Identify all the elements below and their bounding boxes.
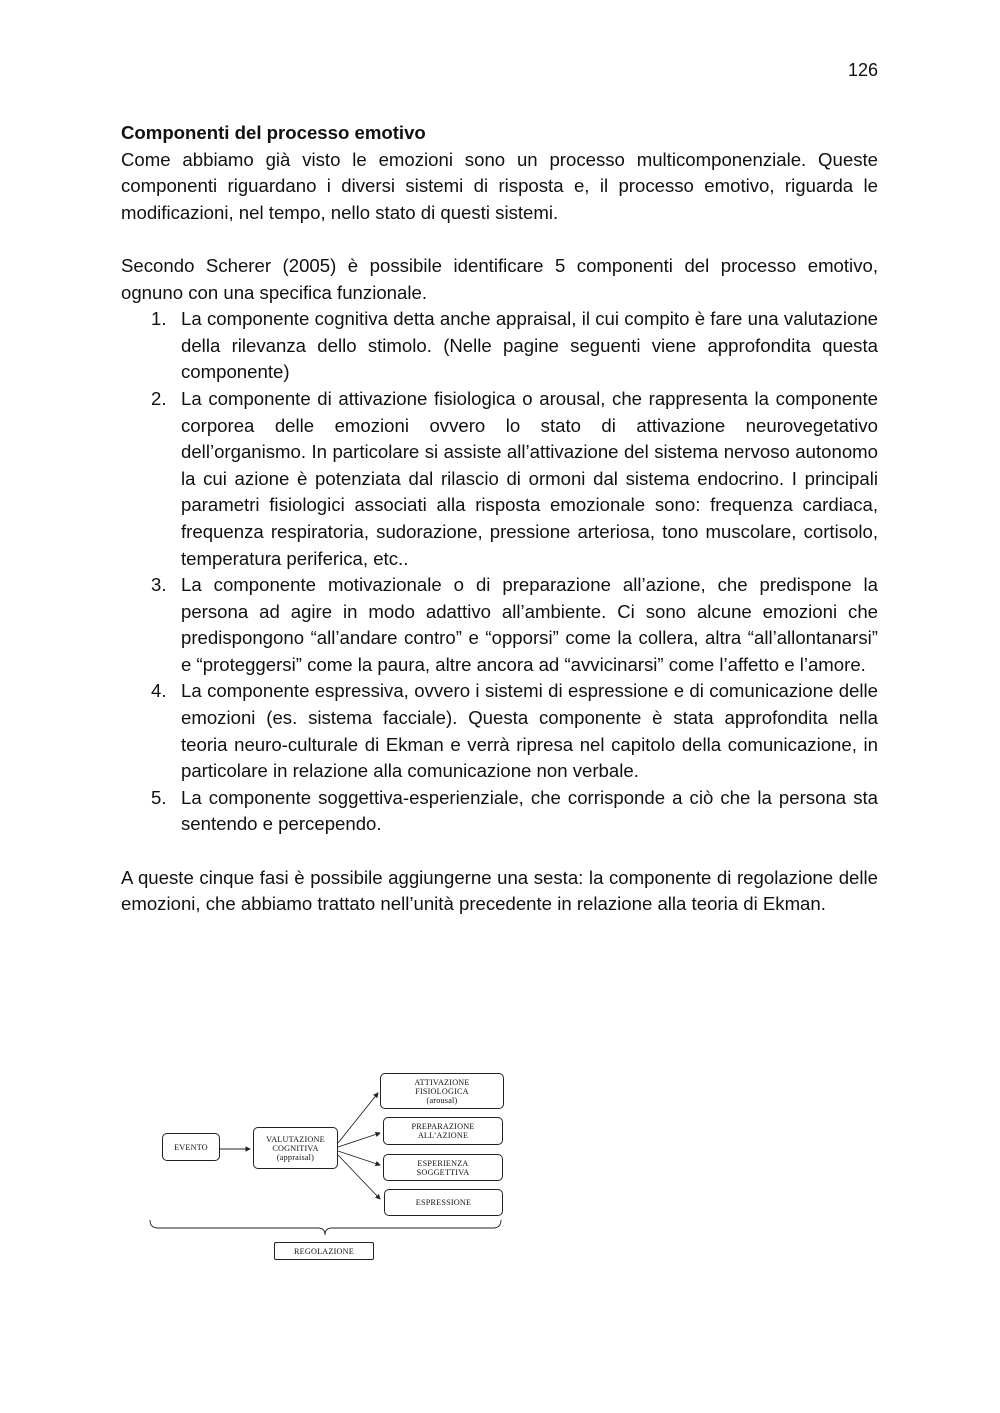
list-item [121,678,878,784]
main-content [121,120,878,918]
list-number: 4. [151,680,167,702]
list-text: La componente cognitiva detta anche appraisal, il cui compito è fare una valutazione della rilevanza dello stimolo. (Nelle pagine seguenti viene approfondita questa componente) [181,308,878,383]
section-heading: Componenti del processo emotivo [121,122,426,143]
list-item [121,572,878,678]
emotion-process-diagram [140,1065,520,1265]
evento-box: EVENTO [162,1133,220,1161]
list-number: 5. [151,786,167,808]
regolazione-box: REGOLAZIONE [274,1242,374,1260]
list-item [121,386,878,572]
intro-paragraph: Come abbiamo già visto le emozioni sono un processo multicomponenziale. Queste componenti riguardano i diversi sistemi di risposta e, il processo emotivo, riguarda le modificazioni, nel tempo, nello stato di questi sistemi. [121,148,878,223]
valutazione-box: VALUTAZIONE COGNITIVA (appraisal) [253,1127,338,1169]
components-list [121,306,878,838]
regolazione-brace [150,1220,501,1235]
list-text: La componente espressiva, ovvero i sistemi di espressione e di comunicazione delle emozioni (es. sistema facciale). Questa componente è stata approfondita nella teoria neuro-culturale di Ekman e verrà ripresa nel capitolo della comunicazione, in particolare in relazione alla comunicazione non verbale. [181,680,878,782]
closing-paragraph: A queste cinque fasi è possibile aggiungerne una sesta: la componente di regolazione delle emozioni, che abbiamo trattato nell’unità precedente in relazione alla teoria di Ekman. [121,866,878,915]
page-number: 126 [847,60,878,80]
list-number: 2. [151,387,167,409]
list-item [121,785,878,838]
arrow-to-espressione [338,1155,380,1199]
scherer-paragraph: Secondo Scherer (2005) è possibile identificare 5 componenti del processo emotivo, ognuno con una specifica funzionale. [121,254,878,303]
list-number: 1. [151,308,167,330]
spacer [121,226,878,253]
list-text: La componente soggettiva-esperienziale, che corrisponde a ciò che la persona sta sentendo e percependo. [181,786,878,835]
list-text: La componente motivazionale o di preparazione all’azione, che predispone la persona ad agire in modo adattivo all’ambiente. Ci sono alcune emozioni che predispongono “all’andare contro” e “opporsi” come la collera, altra “all’allontanarsi” e “proteggersi” come la paura, altre ancora ad “avvicinarsi” come l’affetto e l’amore. [181,574,878,675]
list-item [121,306,878,386]
esperienza-box: ESPERIENZA SOGGETTIVA [383,1154,503,1181]
list-text: La componente di attivazione fisiologica o arousal, che rappresenta la componente corporea delle emozioni ovvero lo stato di attivazione neurovegetativo dell’organismo. In particolare si assiste all’attivazione del sistema nervoso autonomo la cui azione è potenziata dal rilascio di ormoni dal sistema endocrino. I principali parametri fisiologici associati alla risposta emozionale sono: frequenza cardiaca, frequenza respiratoria, sudorazione, pressione arteriosa, tono muscolare, cortisolo, temperatura periferica, etc.. [181,387,878,569]
spacer [121,838,878,865]
espressione-box: ESPRESSIONE [384,1189,503,1216]
list-number: 3. [151,574,167,596]
preparazione-box: PREPARAZIONE ALL’AZIONE [383,1117,503,1145]
attivazione-box: ATTIVAZIONE FISIOLOGICA (arousal) [380,1073,504,1109]
arrow-to-esperienza [338,1151,380,1165]
